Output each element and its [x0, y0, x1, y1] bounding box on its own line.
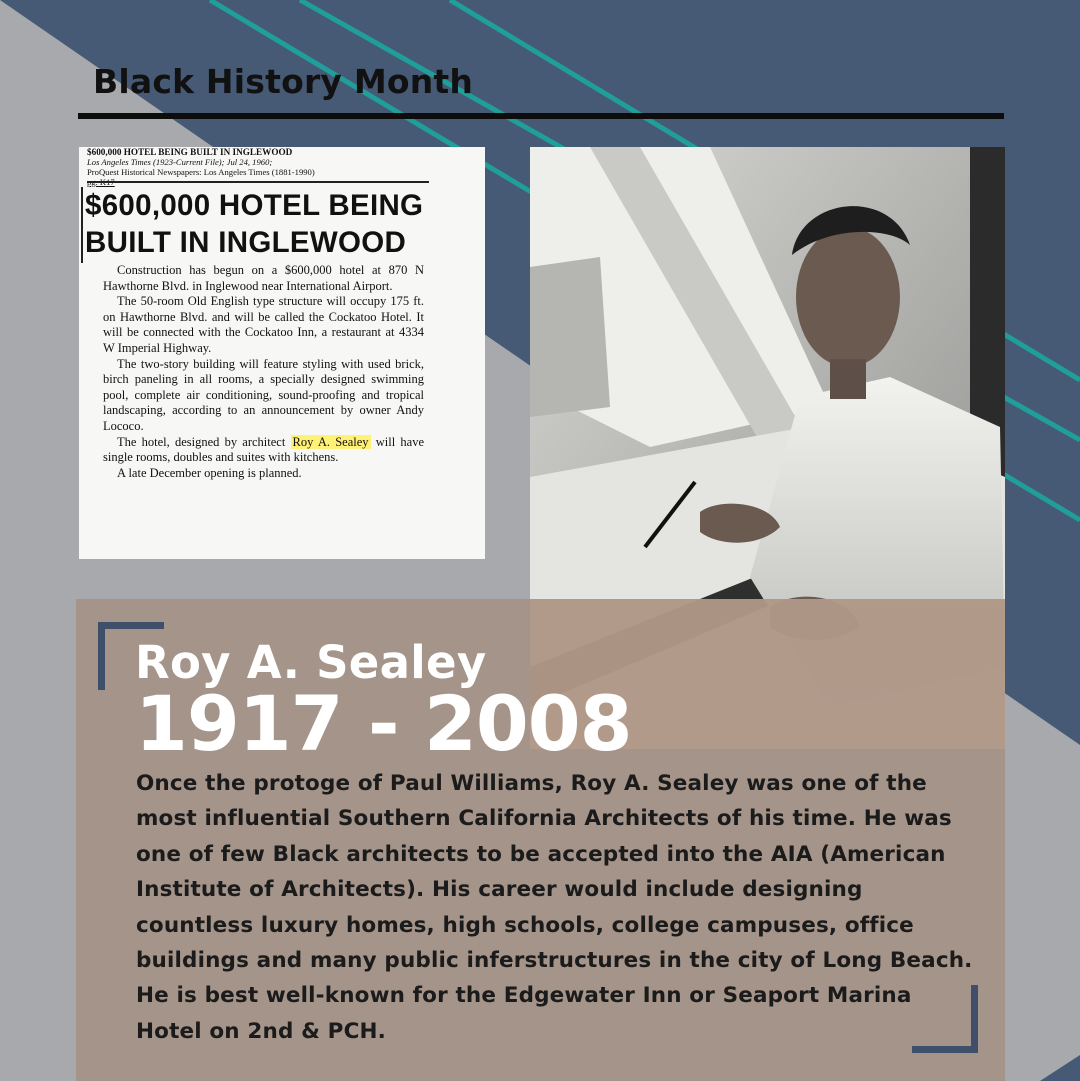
- clipping-paragraph: The 50-room Old English type structure will occupy 175 ft. on Hawthorne Blvd. and will be called the Cockatoo Hotel. It will be connected with the Cockatoo Inn, a restaurant at 4334 W Imperial Highway.: [103, 294, 424, 355]
- clipping-text: The hotel, designed by architect: [117, 434, 286, 449]
- newspaper-clipping: [79, 147, 485, 559]
- clipping-meta-title: $600,000 HOTEL BEING BUILT IN INGLEWOOD: [87, 147, 293, 157]
- clipping-column-bar: [81, 187, 83, 263]
- clipping-meta-source: Los Angeles Times (1923-Current File); Jul 24, 1960;: [87, 157, 273, 167]
- clipping-paragraph: Construction has begun on a $600,000 hotel at 870 N Hawthorne Blvd. in Inglewood near International Airport.: [103, 263, 424, 293]
- life-years: 1917 - 2008: [135, 679, 632, 768]
- biography-text: Once the protoge of Paul Williams, Roy A. Sealey was one of the most influential Southern California Architects of his time. He was one of few Black architects to be accepted into the AIA (American Institute of Architects). His career would include designing countless luxury homes, high schools, college campuses, office buildings and many public inferstructures in the city of Long Beach. He is best well-known for the Edgewater Inn or Seaport Marina Hotel on 2nd & PCH.: [136, 771, 973, 1044]
- header-title: Black History Month: [93, 62, 474, 101]
- clipping-paragraph: [103, 435, 424, 466]
- corner-bracket-top-left: [98, 622, 164, 629]
- clipping-paragraph: The two-story building will feature styling with used brick, birch paneling in all rooms, a specially designed swimming pool, complete air conditioning, sound-proofing and tropical landscaping, according to an announcement by owner Andy Lococo.: [103, 356, 424, 433]
- corner-bracket-top-left: [98, 622, 105, 690]
- person-name: Roy A. Sealey: [135, 636, 487, 689]
- clipping-rule: [87, 181, 429, 183]
- clipping-text: will have single rooms, doubles and suites with kitchens.: [103, 434, 425, 465]
- clipping-body: [103, 263, 424, 481]
- clipping-headline: $600,000 HOTEL BEING BUILT IN INGLEWOOD: [85, 189, 424, 259]
- clipping-paragraph: A late December opening is planned.: [117, 465, 302, 480]
- header-divider: [78, 113, 1004, 119]
- highlighted-name: Roy A. Sealey: [292, 434, 369, 449]
- clipping-meta-database: ProQuest Historical Newspapers: Los Angeles Times (1881-1990): [87, 167, 315, 177]
